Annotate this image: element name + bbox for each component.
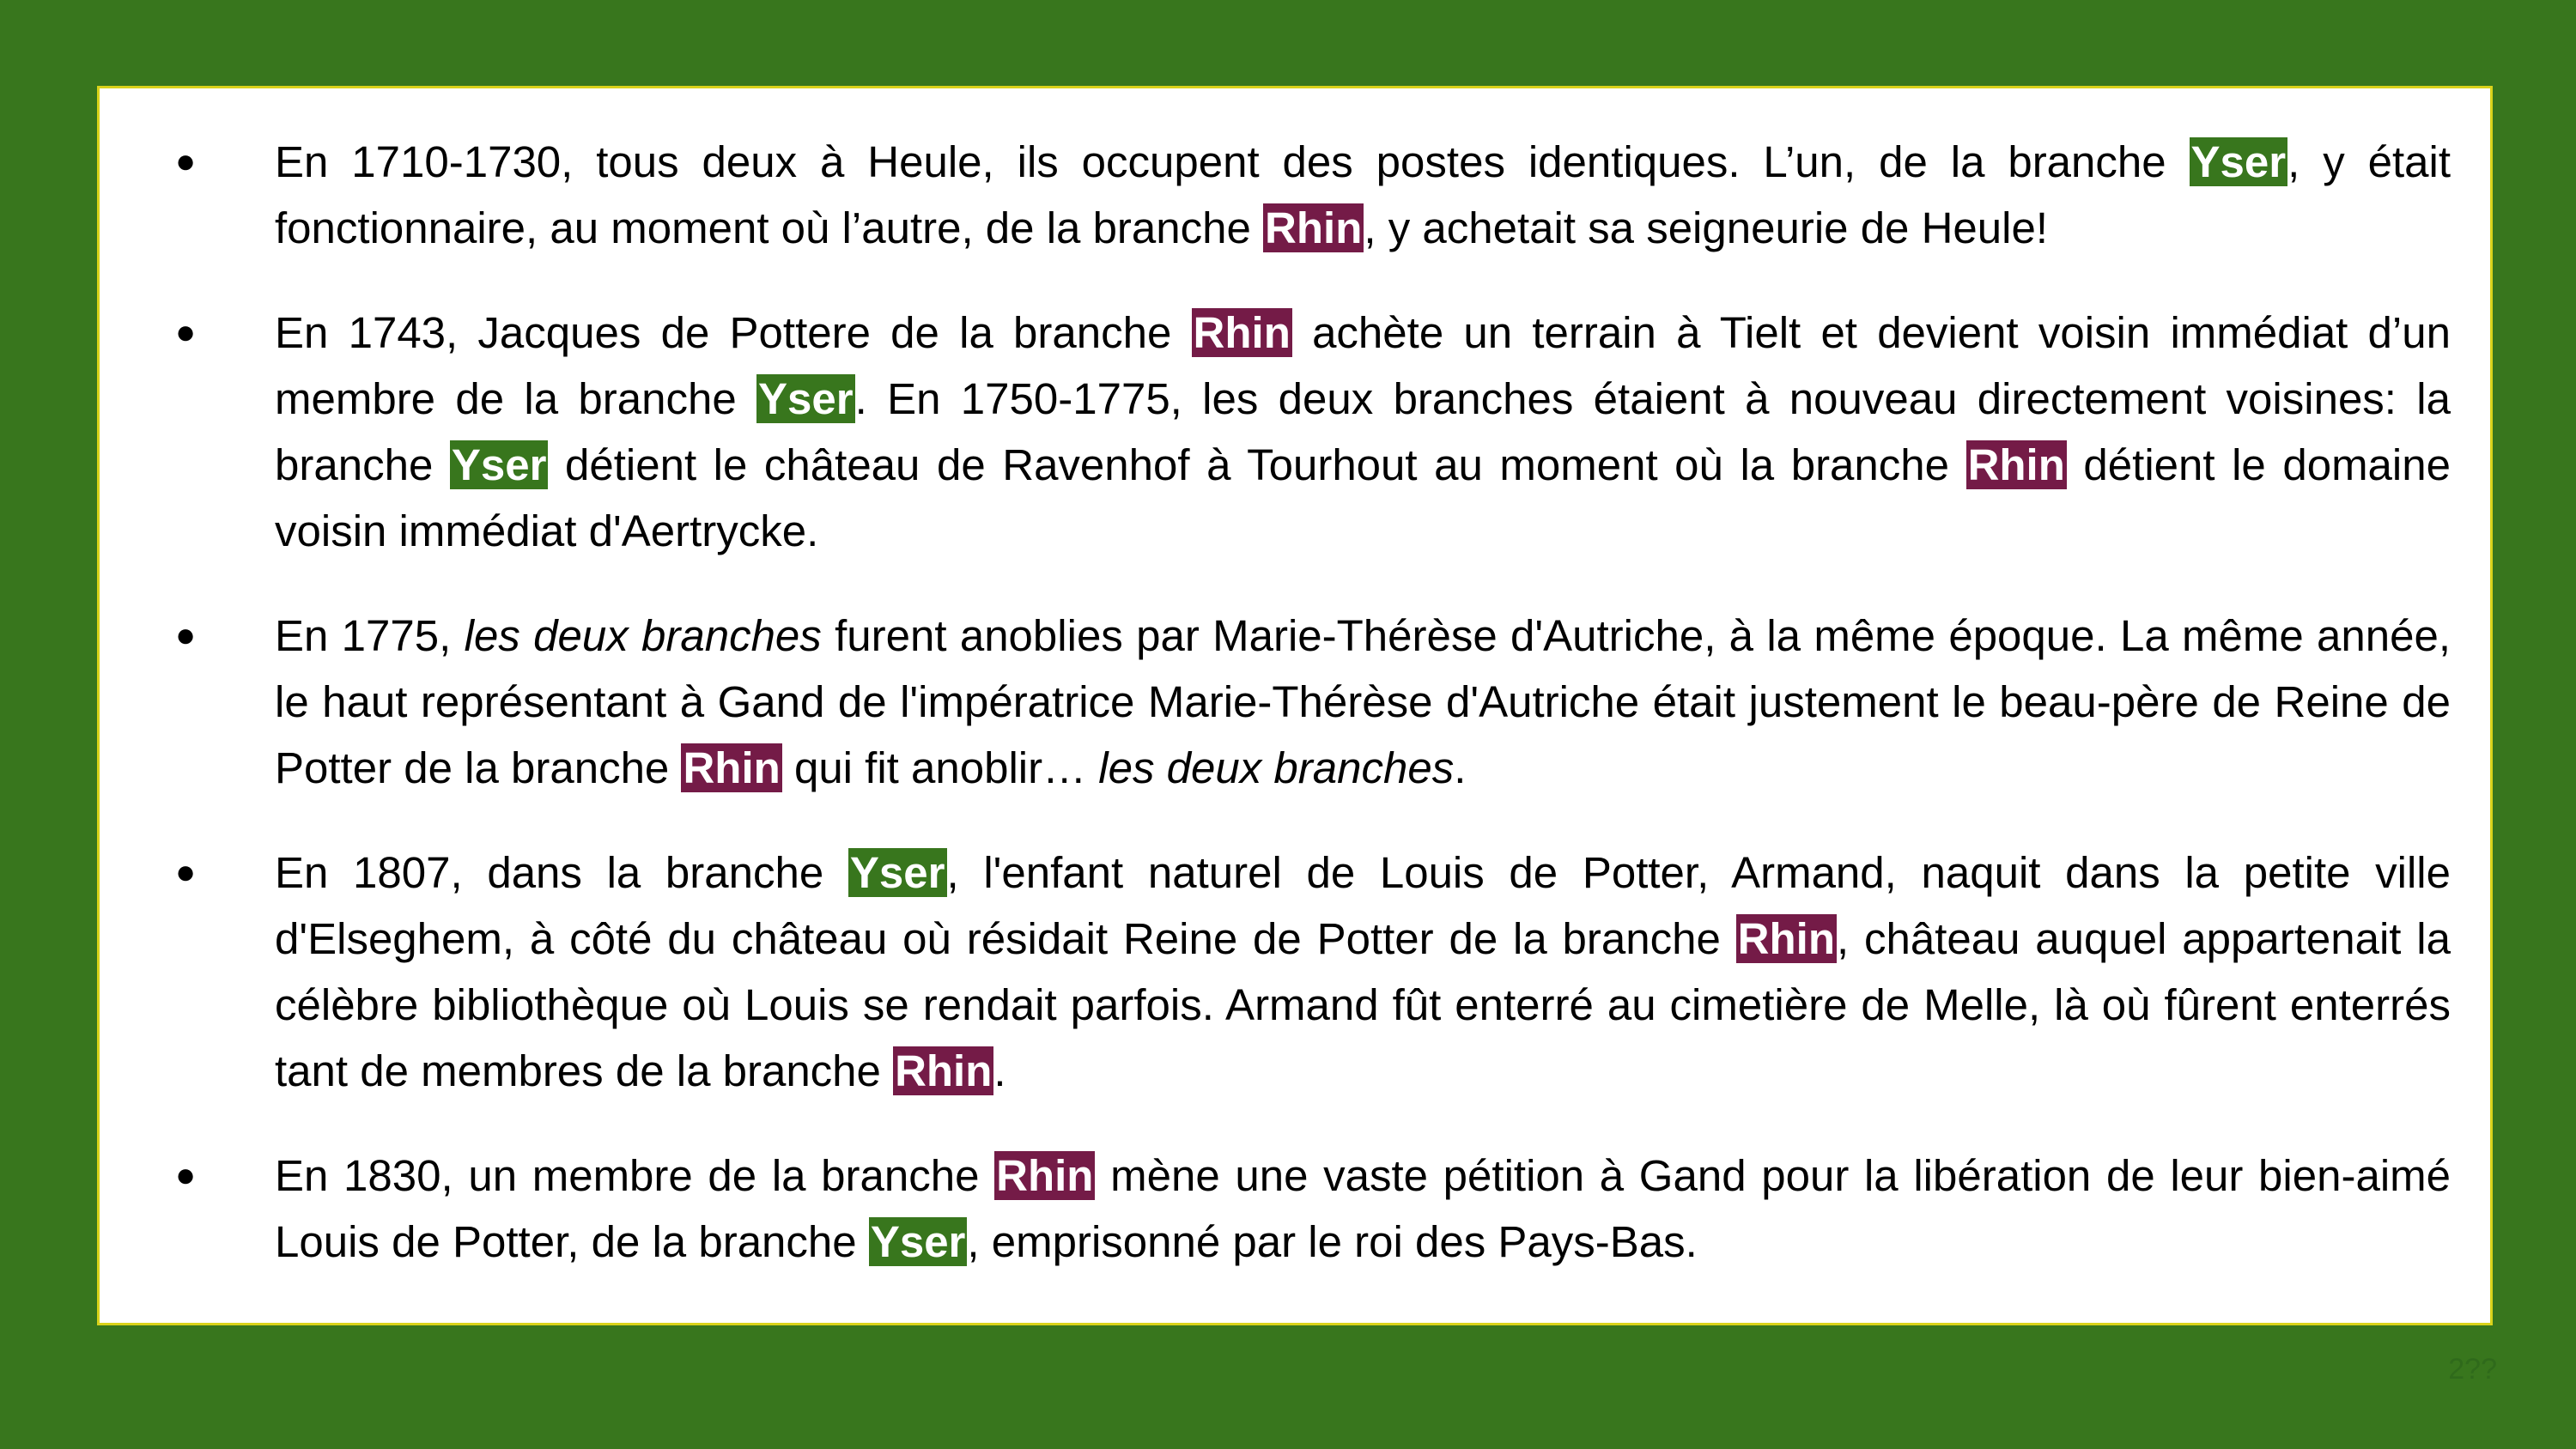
- bullet-dot-icon: ●: [175, 313, 197, 351]
- page-number: 2??: [2448, 1353, 2497, 1385]
- bullet-text: , y était fonctionnaire, au moment où l’autre, de la branche: [275, 137, 2451, 252]
- yser-branch-tag: Yser: [870, 1217, 966, 1266]
- bullet-text: . En 1750-1775, les deux branches étaient à nouveau directement voisines: la branche: [275, 374, 2451, 489]
- bullet-text: mène une vaste pétition à Gand pour la libération de leur bien-aimé Louis de Potter, de la branche: [275, 1151, 2451, 1266]
- bullet-text: En 1807, dans la branche: [275, 848, 848, 897]
- bullet-text: En 1830, un membre de la branche: [275, 1151, 995, 1200]
- bullet-list: [175, 129, 2451, 1275]
- bullet-text: détient le domaine voisin immédiat d'Aertrycke.: [275, 440, 2451, 555]
- rhin-branch-tag: Rhin: [1265, 203, 1363, 252]
- bullet-item: [175, 1143, 2451, 1275]
- bullet-item: [175, 129, 2451, 261]
- bullet-item: [175, 840, 2451, 1104]
- yser-branch-tag: Yser: [849, 848, 945, 897]
- bullet-dot-icon: ●: [175, 616, 197, 654]
- bullet-text: , emprisonné par le roi des Pays-Bas.: [967, 1217, 1698, 1266]
- bullet-text: En 1775,: [275, 611, 465, 660]
- rhin-branch-tag: Rhin: [895, 1046, 993, 1095]
- bullet-text: , l'enfant naturel de Louis de Potter, Armand, naquit dans la petite ville d'Elseghem, à côté du château où résidait Reine de Potter de la branche: [275, 848, 2451, 963]
- bullet-dot-icon: ●: [175, 1156, 197, 1194]
- bullet-text: En 1743, Jacques de Pottere de la branche: [275, 308, 1192, 357]
- yser-branch-tag: Yser: [2190, 137, 2287, 186]
- rhin-branch-tag: Rhin: [683, 743, 781, 792]
- bullet-text: En 1710-1730, tous deux à Heule, ils occupent des postes identiques. L’un, de la branche: [275, 137, 2190, 186]
- rhin-branch-tag: Rhin: [996, 1151, 1094, 1200]
- bullet-text: .: [1454, 743, 1467, 792]
- bullet-text: qui fit anoblir…: [781, 743, 1099, 792]
- bullet-text: détient le château de Ravenhof à Tourhout au moment où la branche: [548, 440, 1966, 489]
- italic-text: les deux branches: [1098, 743, 1455, 792]
- yser-branch-tag: Yser: [758, 374, 854, 423]
- rhin-branch-tag: Rhin: [1737, 914, 1835, 963]
- bullet-text: , château auquel appartenait la célèbre bibliothèque où Louis se rendait parfois. Armand fût enterré au cimetière de Melle, là où fûrent enterrés tant de membres de la branche: [275, 914, 2451, 1095]
- italic-text: les deux branches: [464, 611, 822, 660]
- yser-branch-tag: Yser: [451, 440, 547, 489]
- bullet-text: achète un terrain à Tielt et devient voisin immédiat d’un membre de la branche: [275, 308, 2451, 423]
- bullet-item: [175, 300, 2451, 564]
- bullet-text: , y achetait sa seigneurie de Heule!: [1364, 203, 2049, 252]
- rhin-branch-tag: Rhin: [1193, 308, 1291, 357]
- bullet-dot-icon: ●: [175, 853, 197, 891]
- bullet-text: .: [993, 1046, 1006, 1095]
- bullet-text: furent anoblies par Marie-Thérèse d'Autriche, à la même époque. La même année, le haut représentant à Gand de l'impératrice Marie-Thérèse d'Autriche était justement le beau-père de Reine de Potter de la branche: [275, 611, 2451, 792]
- bullet-dot-icon: ●: [175, 142, 197, 180]
- bullet-item: [175, 603, 2451, 801]
- rhin-branch-tag: Rhin: [1967, 440, 2065, 489]
